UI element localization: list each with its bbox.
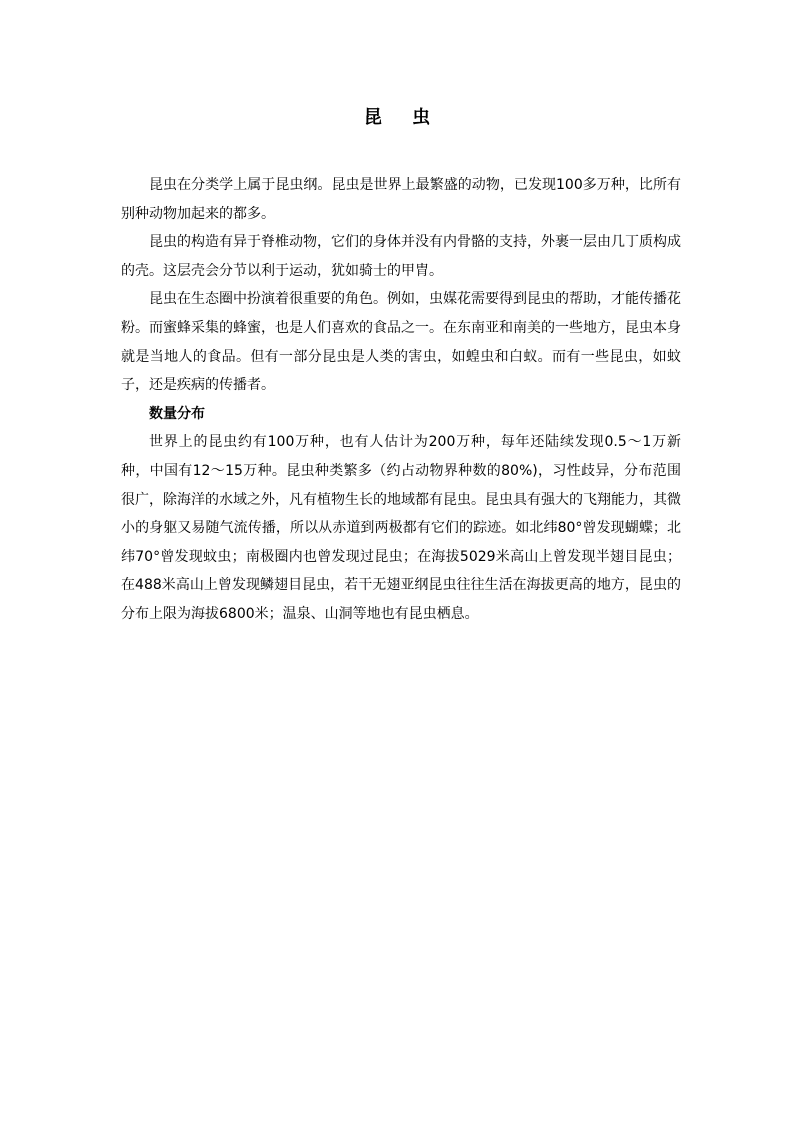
document-body	[121, 171, 681, 629]
paragraph-structure: 昆虫的构造有异于脊椎动物，它们的身体并没有内骨骼的支持，外裹一层由几丁质构成的壳。这层壳会分节以利于运动，犹如骑士的甲胄。	[121, 234, 681, 279]
paragraph-classification: 昆虫在分类学上属于昆虫纲。昆虫是世界上最繁盛的动物，已发现100多万种，比所有别种动物加起来的都多。	[121, 177, 681, 222]
page-title: 昆 虫	[363, 107, 443, 128]
paragraph-ecology: 昆虫在生态圈中扮演着很重要的角色。例如，虫媒花需要得到昆虫的帮助，才能传播花粉。而蜜蜂采集的蜂蜜，也是人们喜欢的食品之一。在东南亚和南美的一些地方，昆虫本身就是当地人的食品。但有一部分昆虫是人类的害虫，如蝗虫和白蚁。而有一些昆虫，如蚊子，还是疾病的传播者。	[121, 291, 681, 394]
paragraph-distribution: 世界上的昆虫约有100万种，也有人估计为200万种，每年还陆续发现0.5～1万新种，中国有12～15万种。昆虫种类繁多（约占动物界种数的80%)，习性歧异，分布范围很广，除海洋的水域之外，凡有植物生长的地域都有昆虫。昆虫具有强大的飞翔能力，其微小的身躯又易随气流传播，所以从赤道到两极都有它们的踪迹。如北纬80°曾发现蝴蝶；北纬70°曾发现蚊虫；南极圈内也曾发现过昆虫；在海拔5029米高山上曾发现半翅目昆虫；在488米高山上曾发现鳞翅目昆虫，若干无翅亚纲昆虫往往生活在海拔更高的地方，昆虫的分布上限为海拔6800米；温泉、山洞等地也有昆虫栖息。	[121, 434, 681, 622]
section-heading-distribution: 数量分布	[149, 405, 205, 422]
